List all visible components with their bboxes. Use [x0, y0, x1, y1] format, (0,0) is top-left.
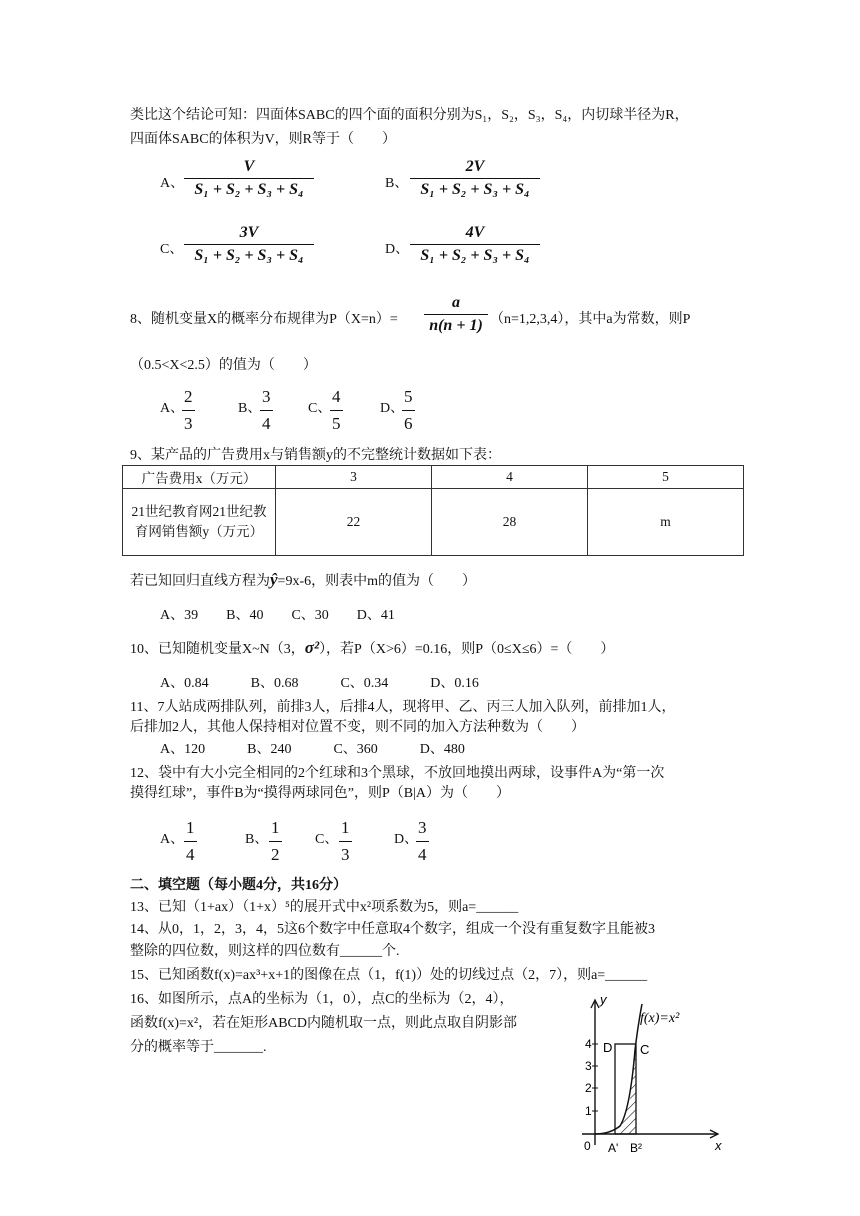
- q16-line-1: 16、如图所示，点A的坐标为（1，0），点C的坐标为（2，4），: [130, 992, 514, 1007]
- q12-option-b-num: 1: [269, 818, 282, 842]
- q8-fraction-den: n(n + 1): [429, 317, 483, 334]
- q12-option-c-den: 3: [341, 845, 350, 864]
- q16-line-2: 函数f(x)=x²，若在矩形ABCD内随机取一点，则此点取自阴影部: [130, 1016, 517, 1031]
- q12-option-a-num: 1: [184, 818, 197, 842]
- q7-option-c-label: C、: [160, 242, 184, 257]
- q9-title: 9、某产品的广告费用x与销售额y的不完整统计数据如下表：: [130, 448, 501, 463]
- q7-option-d-label: D、: [385, 242, 410, 257]
- table-row: [123, 466, 744, 489]
- q8-option-a-label: A、: [160, 401, 185, 416]
- q7-option-d-den: S₁ + S₂ + S₃ + S₄: [420, 247, 530, 264]
- q8-option-c-num: 4: [330, 387, 343, 411]
- q8-option-d-den: 6: [404, 414, 413, 433]
- q7-option-a-fraction: [184, 158, 314, 199]
- q9-data-table: [122, 465, 744, 556]
- q11-line-1: 11、7人站成两排队列，前排3人，后排4人，现将甲、乙、丙三人加入队列，前排加1人，: [130, 700, 676, 715]
- q12-option-c-fraction: [339, 818, 352, 865]
- q8-option-c-fraction: [330, 387, 343, 434]
- q8-option-c-label: C、: [308, 401, 332, 416]
- q8-fraction: [424, 294, 488, 335]
- q8-option-b-label: B、: [238, 401, 262, 416]
- section-2-heading: 二、填空题（每小题4分，共16分）: [130, 878, 347, 893]
- y-tick-label-4: 4: [585, 1037, 592, 1051]
- q9-after-suffix: =9x-6，则表中m的值为（ ）: [277, 574, 476, 589]
- q7-option-b-num: 2V: [410, 158, 540, 179]
- q15: 15、已知函数f(x)=ax³+x+1的图像在点（1，f(1)）处的切线过点（2，7），则a=______: [130, 968, 648, 983]
- table-cell: 4: [432, 466, 588, 489]
- q9-options: A、39 B、40 C、30 D、41: [160, 608, 395, 623]
- q14-line-1: 14、从0，1，2，3，4，5这6个数字中任意取4个数字，组成一个没有重复数字且能被3: [130, 922, 655, 937]
- origin-label: 0: [584, 1139, 591, 1153]
- x-axis-label: x: [715, 1138, 722, 1153]
- table-cell: 28: [432, 489, 588, 556]
- y-tick-label-1: 1: [585, 1104, 592, 1118]
- q12-option-d-fraction: [416, 818, 429, 865]
- table-cell: m: [588, 489, 744, 556]
- shaded-region: [615, 1044, 636, 1134]
- q7-option-c-den: S₁ + S₂ + S₃ + S₄: [194, 247, 304, 264]
- q12-option-b-label: B、: [245, 832, 269, 847]
- q7-option-c-fraction: [184, 224, 314, 265]
- q12-line-1: 12、袋中有大小完全相同的2个红球和3个黑球，不放回地摸出两球，设事件A为“第一次: [130, 766, 665, 781]
- q16-line-3: 分的概率等于_______.: [130, 1040, 267, 1055]
- q8-option-d-label: D、: [380, 401, 405, 416]
- table-cell: 21世纪教育网21世纪教育网销售额y（万元）: [123, 489, 276, 556]
- q12-option-a-den: 4: [186, 845, 195, 864]
- q10-prefix: 10、已知随机变量X~N（3，: [130, 642, 305, 657]
- q12-option-b-den: 2: [271, 845, 280, 864]
- q12-option-a-label: A、: [160, 832, 185, 847]
- q7-option-a-num: V: [184, 158, 314, 179]
- q7-option-a-den: S₁ + S₂ + S₃ + S₄: [194, 181, 304, 198]
- q13: 13、已知（1+ax）（1+x）⁵的展开式中x²项系数为5，则a=______: [130, 900, 519, 915]
- q10-suffix: ），若P（X>6）=0.16，则P（0≤X≤6）=（ ）: [319, 642, 615, 657]
- q8-line-2: （0.5<X<2.5）的值为（ ）: [130, 358, 317, 373]
- q10-sigma: σ²: [304, 638, 320, 657]
- point-c-label: C: [640, 1042, 650, 1057]
- q8-option-d-num: 5: [402, 387, 415, 411]
- point-d-label: D: [603, 1040, 613, 1055]
- q8-fraction-num: a: [424, 294, 488, 315]
- y-tick-label-2: 2: [585, 1081, 592, 1095]
- q8-option-a-den: 3: [184, 414, 193, 433]
- q7-option-d-fraction: [410, 224, 540, 265]
- q10-question: [130, 638, 614, 660]
- q8-option-b-fraction: [260, 387, 273, 434]
- q12-option-b-fraction: [269, 818, 282, 865]
- table-row: [123, 489, 744, 556]
- q11-line-2: 后排加2人，其他人保持相对位置不变，则不同的加入方法种数为（ ）: [130, 720, 585, 735]
- q8-option-b-den: 4: [262, 414, 271, 433]
- q7-option-b-den: S₁ + S₂ + S₃ + S₄: [420, 181, 530, 198]
- q11-options: A、120 B、240 C、360 D、480: [160, 742, 465, 757]
- table-cell: 5: [588, 466, 744, 489]
- table-cell: 22: [276, 489, 432, 556]
- q9-after-prefix: 若已知回归直线方程为: [130, 574, 270, 589]
- point-a-label: A': [608, 1141, 619, 1155]
- point-b-label: B²: [630, 1141, 642, 1155]
- q14-line-2: 整除的四位数，则这样的四位数有______个.: [130, 944, 400, 959]
- q8-option-c-den: 5: [332, 414, 341, 433]
- q10-options: A、0.84 B、0.68 C、0.34 D、0.16: [160, 676, 479, 691]
- q8-option-d-fraction: [402, 387, 415, 434]
- table-cell: 广告费用x（万元）: [123, 466, 276, 489]
- y-tick-label-3: 3: [585, 1059, 592, 1073]
- q8-option-b-num: 3: [260, 387, 273, 411]
- q7-option-b-label: B、: [385, 176, 409, 191]
- q9-after-table: [130, 570, 476, 592]
- q7-option-a-label: A、: [160, 176, 185, 191]
- q12-option-a-fraction: [184, 818, 197, 865]
- q12-option-d-num: 3: [416, 818, 429, 842]
- q12-option-d-den: 4: [418, 845, 427, 864]
- q8-suffix: （n=1,2,3,4），其中a为常数，则P: [490, 312, 691, 327]
- q8-prefix: 8、随机变量X的概率分布规律为P（X=n）=: [130, 312, 398, 327]
- q16-figure: [560, 990, 730, 1160]
- intro-line-2: 四面体SABC的体积为V，则R等于（ ）: [130, 132, 397, 147]
- q7-option-c-num: 3V: [184, 224, 314, 245]
- q12-line-2: 摸得红球”，事件B为“摸得两球同色”，则P（B|A）为（ ）: [130, 786, 511, 801]
- q12-option-d-label: D、: [394, 832, 419, 847]
- table-cell: 3: [276, 466, 432, 489]
- intro-line-1: 类比这个结论可知：四面体SABC的四个面的面积分别为S₁，S₂，S₃，S₄，内切球半径为R，: [130, 108, 689, 123]
- q12-option-c-label: C、: [315, 832, 339, 847]
- q8-option-a-fraction: [182, 387, 195, 434]
- function-label: f(x)=x²: [640, 1011, 680, 1026]
- q7-option-d-num: 4V: [410, 224, 540, 245]
- q7-option-b-fraction: [410, 158, 540, 199]
- y-axis-label: y: [600, 992, 607, 1007]
- q8-option-a-num: 2: [182, 387, 195, 411]
- q12-option-c-num: 1: [339, 818, 352, 842]
- regression-y-hat: ŷ: [270, 570, 278, 589]
